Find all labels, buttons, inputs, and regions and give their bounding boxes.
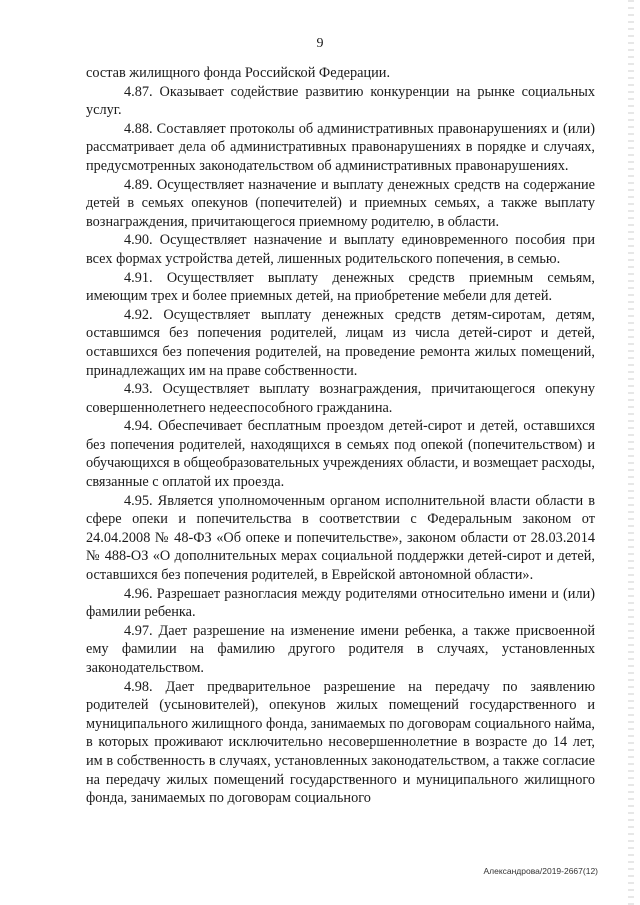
paragraph: 4.92. Осуществляет выплату денежных средств детям-сиротам, детям, оставшимся без попечения родителей, лицам из числа детей-сирот и детей, оставшихся без попечения родителей, на проведение ремонта жилых помещений, принадлежащих им на праве собственности. xyxy=(86,306,595,379)
document-body xyxy=(86,64,595,808)
page-number: 9 xyxy=(316,36,324,51)
paragraph: 4.97. Дает разрешение на изменение имени ребенка, а также присвоенной ему фамилии на фамилию другого родителя в случаях, установленных законодательством. xyxy=(86,622,595,676)
paragraph: 4.87. Оказывает содействие развитию конкуренции на рынке социальных услуг. xyxy=(86,83,595,119)
paragraph: 4.96. Разрешает разногласия между родителями относительно имени и (или) фамилии ребенка. xyxy=(86,585,595,621)
paragraph: состав жилищного фонда Российской Федерации. xyxy=(86,65,391,81)
paragraph: 4.93. Осуществляет выплату вознаграждения, причитающегося опекуну совершеннолетнего недееспособного гражданина. xyxy=(86,381,595,416)
paragraph: 4.89. Осуществляет назначение и выплату денежных средств на содержание детей в семьях опекунов (попечителей) и приемных семьях, а также выплату вознаграждения, причитающегося приемному родителю, в области. xyxy=(86,176,595,230)
paragraph: 4.91. Осуществляет выплату денежных средств приемным семьям, имеющим трех и более приемных детей, на приобретение мебели для детей. xyxy=(86,269,595,305)
paragraph: 4.95. Является уполномоченным органом исполнительной власти области в сфере опеки и попечительства в соответствии с Федеральным законом от 24.04.2008 № 48-ФЗ «Об опеке и попечительстве», законом области от 28.03.2014 № 488-ОЗ «О дополнительных мерах социальной поддержки детей-сирот и детей, оставшихся без попечения родителей, в Еврейской автономной области». xyxy=(86,492,595,584)
paragraph: 4.94. Обеспечивает бесплатным проездом детей-сирот и детей, оставшихся без попечения родителей, находящихся в семьях под опекой (попечительством) и обучающихся в общеобразовательных учреждениях области, и возмещает расходы, связанные с оплатой их проезда. xyxy=(86,418,595,491)
paragraph: 4.98. Дает предварительное разрешение на передачу по заявлению родителей (усыновителей), опекунов жилых помещений государственного и муниципального жилищного фонда, занимаемых по договорам социального найма, в которых проживают исключительно несовершеннолетние в возрасте до 14 лет, им в собственность в случаях, установленных законодательством, а также согласие на передачу жилых помещений государственного и муниципального жилищного фонда, занимаемых по договорам социального xyxy=(86,678,595,807)
footer-reference: Александрова/2019-2667(12) xyxy=(483,866,598,876)
paragraph: 4.90. Осуществляет назначение и выплату единовременного пособия при всех формах устройства детей, лишенных родительского попечения, в семью. xyxy=(86,232,595,267)
scan-edge-artifact xyxy=(628,0,634,905)
paragraph: 4.88. Составляет протоколы об административных правонарушениях и (или) рассматривает дела об административных правонарушениях в порядке и случаях, предусмотренных законодательством об административных правонарушениях. xyxy=(86,120,595,174)
